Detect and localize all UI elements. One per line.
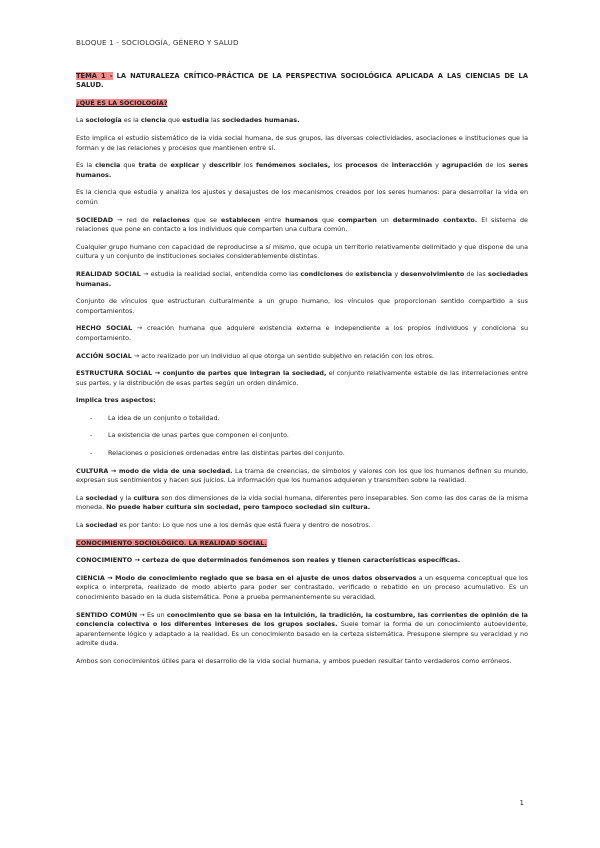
page-number: 1 — [519, 799, 524, 807]
paragraph-sociology-definition: La sociología es la ciencia que estudia las sociedades humanas. — [76, 116, 300, 125]
paragraph-hecho-social: HECHO SOCIAL → creación humana que adquiere existencia externa e independiente a los propios individuos y condiciona su comportamiento. — [76, 324, 529, 342]
chapter-title-text: LA NATURALEZA CRÍTICO-PRÁCTICA DE LA PERSPECTIVA SOCIOLÓGICA APLICADA A LAS CIENCIAS DE LA SALUD. — [76, 72, 528, 90]
paragraph-sentido-comun: SENTIDO COMÚN → Es un conocimiento que se basa en la intuición, la tradición, la costumbre, las corrientes de opinión de la conciencia colectiva o los diferentes intereses de los grupos sociales. Suele tomar la forma de un conocimiento autoevidente, aparentemente lógico y adaptado a la realidad. Es un conocimiento basado en la certeza sistemática. Presupone siempre su veracidad y no admite duda. — [76, 610, 528, 648]
paragraph-adjustments: Es la ciencia que estudia y analiza los ajustes y desajustes de los mecanismos creados por los seres humanos: para desarrollar la vida en común — [76, 188, 528, 206]
paragraph-conocimiento: CONOCIMIENTO → certeza de que determinados fenómenos son reales y tienen características específicas. — [76, 556, 461, 565]
section-heading-conocimiento: CONOCIMIENTO SOCIOLÓGICO. LA REALIDAD SOCIAL. — [76, 538, 267, 547]
paragraph-sociedad: SOCIEDAD → red de relaciones que se establecen entre humanos que comparten un determinado contexto. El sistema de relaciones que pone en contacto a los individuos que comparten una cultura común. — [76, 215, 528, 234]
paragraph-realidad-social: REALIDAD SOCIAL → estudia la realidad social, entendida como las condiciones de existencia y desenvolvimiento de las sociedades humanas. — [76, 269, 528, 288]
list-item: - La existencia de unas partes que componen el conjunto. — [76, 431, 528, 441]
list-item: - La idea de un conjunto o totalidad. — [76, 414, 528, 424]
paragraph-human-group: Cualquier grupo humano con capacidad de reproducirse a sí mismo, que ocupa un territorio relativamente delimitado y que dispone de una cultura y un conjunto de instituciones sociales considerablemente distintas. — [76, 242, 528, 261]
paragraph-accion-social: ACCIÓN SOCIAL → acto realizado por un individuo al que otorga un sentido subjetivo en relación con los otros. — [76, 351, 434, 360]
paragraph-systematic-study: Esto implica el estudio sistemático de la vida social humana, de sus grupos, las diversas colectividades, asociaciones e instituciones que la forman y de las relaciones y procesos que mantienen entre sí. — [76, 134, 528, 152]
paragraph-vinculos: Conjunto de vínculos que estructuran culturalmente a un grupo humano, los vínculos que proporcionan sentido compartido a sus comportamientos. — [76, 297, 528, 315]
paragraph-ambos: Ambos son conocimientos útiles para el desarrollo de la vida social humana, y ambos pueden resultar tanto verdaderos como erróneos. — [76, 656, 512, 665]
chapter-label: TEMA 1 - — [76, 72, 113, 80]
list-item: - Relaciones o posiciones ordenadas entre las distintas partes del conjunto. — [76, 449, 528, 459]
paragraph-science-explains: Es la ciencia que trata de explicar y describir los fenómenos sociales, los procesos de interacción y agrupación de los seres humanos. — [76, 161, 529, 179]
paragraph-ciencia: CIENCIA → Modo de conocimiento reglado que se basa en el ajuste de unos datos observados a un esquema conceptual que los explica o interpreta, realizado de modo abierto para poder ser contrastado, verificado o rebatido en un proceso acumulativo. Es un conocimiento basado en la duda sistemática. Pone a prueba permanentemente su veracidad. — [76, 573, 528, 601]
aspects-list — [76, 414, 528, 459]
chapter-title — [76, 72, 528, 91]
paragraph-estructura-social: ESTRUCTURA SOCIAL → conjunto de partes que integran la sociedad, el conjunto relativamente estable de las interrelaciones entre sus partes, y la distribución de esas partes según un orden dinámico. — [76, 369, 528, 387]
paragraph-sociedad-une: La sociedad es por tanto: Lo que nos une a los demás que está fuera y dentro de nosotros. — [76, 521, 371, 530]
aspects-title: Implica tres aspectos: — [76, 396, 156, 405]
document-body — [76, 72, 528, 675]
paragraph-sociedad-cultura: La sociedad y la cultura son dos dimensiones de la vida social humana, diferentes pero inseparables. Son como las dos caras de la misma moneda. No puede haber cultura sin sociedad, pero tampoco sociedad sin cultura. — [76, 493, 528, 512]
paragraph-cultura: CULTURA → modo de vida de una sociedad. La trama de creencias, de símbolos y valores con los que los humanos definen su mundo, expresan sus sentimientos y hacen sus juicios. La información que los humanos adquieren y transmiten sobre la realidad. — [76, 466, 528, 485]
running-header: BLOQUE 1 - SOCIOLOGÍA, GÉNERO Y SALUD — [76, 38, 239, 47]
section-heading-what-is-sociology: ¿QUÉ ES LA SOCIOLOGÍA? — [76, 98, 168, 107]
